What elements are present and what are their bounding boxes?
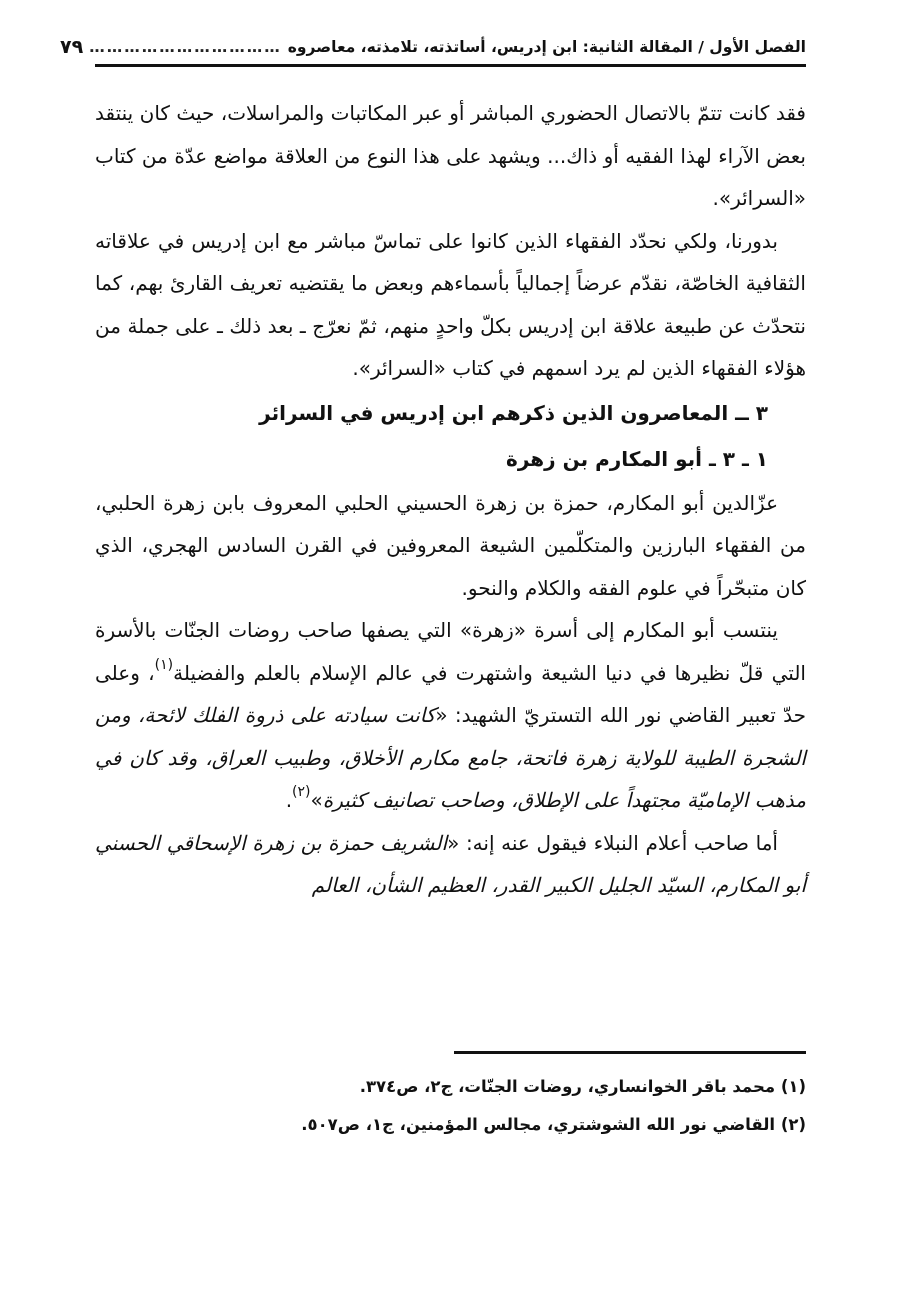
p4-quote-close: » — [310, 788, 323, 812]
footnotes — [95, 1068, 806, 1144]
p4-quote: كانت سيادته على ذروة الفلك لائحة، ومن الشجرة الطيبة للولاية زهرة فاتحة، جامع مكارم الأخلاق، وطبيب العراق، وقد كان في مذهب الإماميّة مجتهداً على الإطلاق، وصاحب تصانيف كثيرة — [95, 703, 806, 812]
paragraph-4 — [95, 609, 806, 822]
running-title: الفصل الأول / المقالة الثانية: ابن إدريس، أساتذته، تلامذته، معاصروه — [287, 38, 806, 56]
footnote-ref-2: (٢) — [292, 784, 311, 800]
p4-text-start: ينتسب أبو المكارم إلى أسرة «زهرة» التي يصفها صاحب روضات الجنّات بالأسرة التي قلّ نظيرها في دنيا الشيعة واشتهرت في عالم الإسلام بالعلم والفضيلة — [95, 618, 806, 685]
p4-text-mid: ، وعلى حدّ تعبير القاضي نور الله التستريّ الشهيد: « — [95, 660, 807, 727]
leader-dots: …………………………… — [89, 38, 282, 56]
p5-text-start: أما صاحب أعلام النبلاء فيقول عنه إنه: « — [447, 830, 778, 855]
page-number: ٧٩ — [60, 36, 84, 58]
footnote-rule — [454, 1051, 806, 1054]
footnote-2: (٢) القاضي نور الله الشوشتري، مجالس المؤمنين، ج١، ص٥٠٧. — [301, 1115, 806, 1134]
footnote-1: (١) محمد باقر الخوانساري، روضات الجنّات، ج٢، ص٣٧٤. — [359, 1077, 806, 1096]
running-header — [60, 30, 806, 64]
paragraph-3: عزّالدين أبو المكارم، حمزة بن زهرة الحسيني الحلبي المعروف بابن زهرة الحلبي، من الفقهاء البارزين والمتكلّمين الشيعة المعروفين في القرن السادس الهجري، الذي كان متبحّراً في علوم الفقه والكلام والنحو. — [95, 490, 806, 600]
footnote-ref-1: (١) — [154, 656, 174, 673]
paragraph-2: بدورنا، ولكي نحدّد الفقهاء الذين كانوا على تماسّ مباشر مع ابن إدريس في علاقاته الثقافية الخاصّة، نقدّم عرضاً إجمالياً بأسماءهم وبعض ما يقتضيه تعريف القارئ بهم، كما نتحدّث عن طبيعة علاقة ابن إدريس بكلّ واحدٍ منهم، ثمّ نعرّج ـ بعد ذلك ـ على جملة من هؤلاء الفقهاء الذين لم يرد اسمهم في كتاب «السرائر». — [95, 228, 806, 380]
p5-quote: الشريف حمزة بن زهرة الإسحاقي الحسني أبو المكارم، السيّد الجليل الكبير القدر، العظيم الشأن، العالم — [95, 830, 806, 897]
subsection-heading: ١ ـ ٣ ـ أبو المكارم بن زهرة — [506, 446, 768, 471]
p4-text-end: . — [285, 788, 293, 812]
section-heading: ٣ ــ المعاصرون الذين ذكرهم ابن إدريس في السرائر — [259, 400, 768, 425]
paragraph-1: فقد كانت تتمّ بالاتصال الحضوري المباشر أو عبر المكاتبات والمراسلات، حيث كان ينتقد بعض الآراء لهذا الفقيه أو ذاك... ويشهد على هذا النوع من العلاقة مواضع عدّة من كتاب «السرائر». — [95, 101, 806, 210]
header-rule — [95, 64, 806, 67]
main-text — [95, 92, 806, 907]
paragraph-5 — [95, 822, 806, 907]
